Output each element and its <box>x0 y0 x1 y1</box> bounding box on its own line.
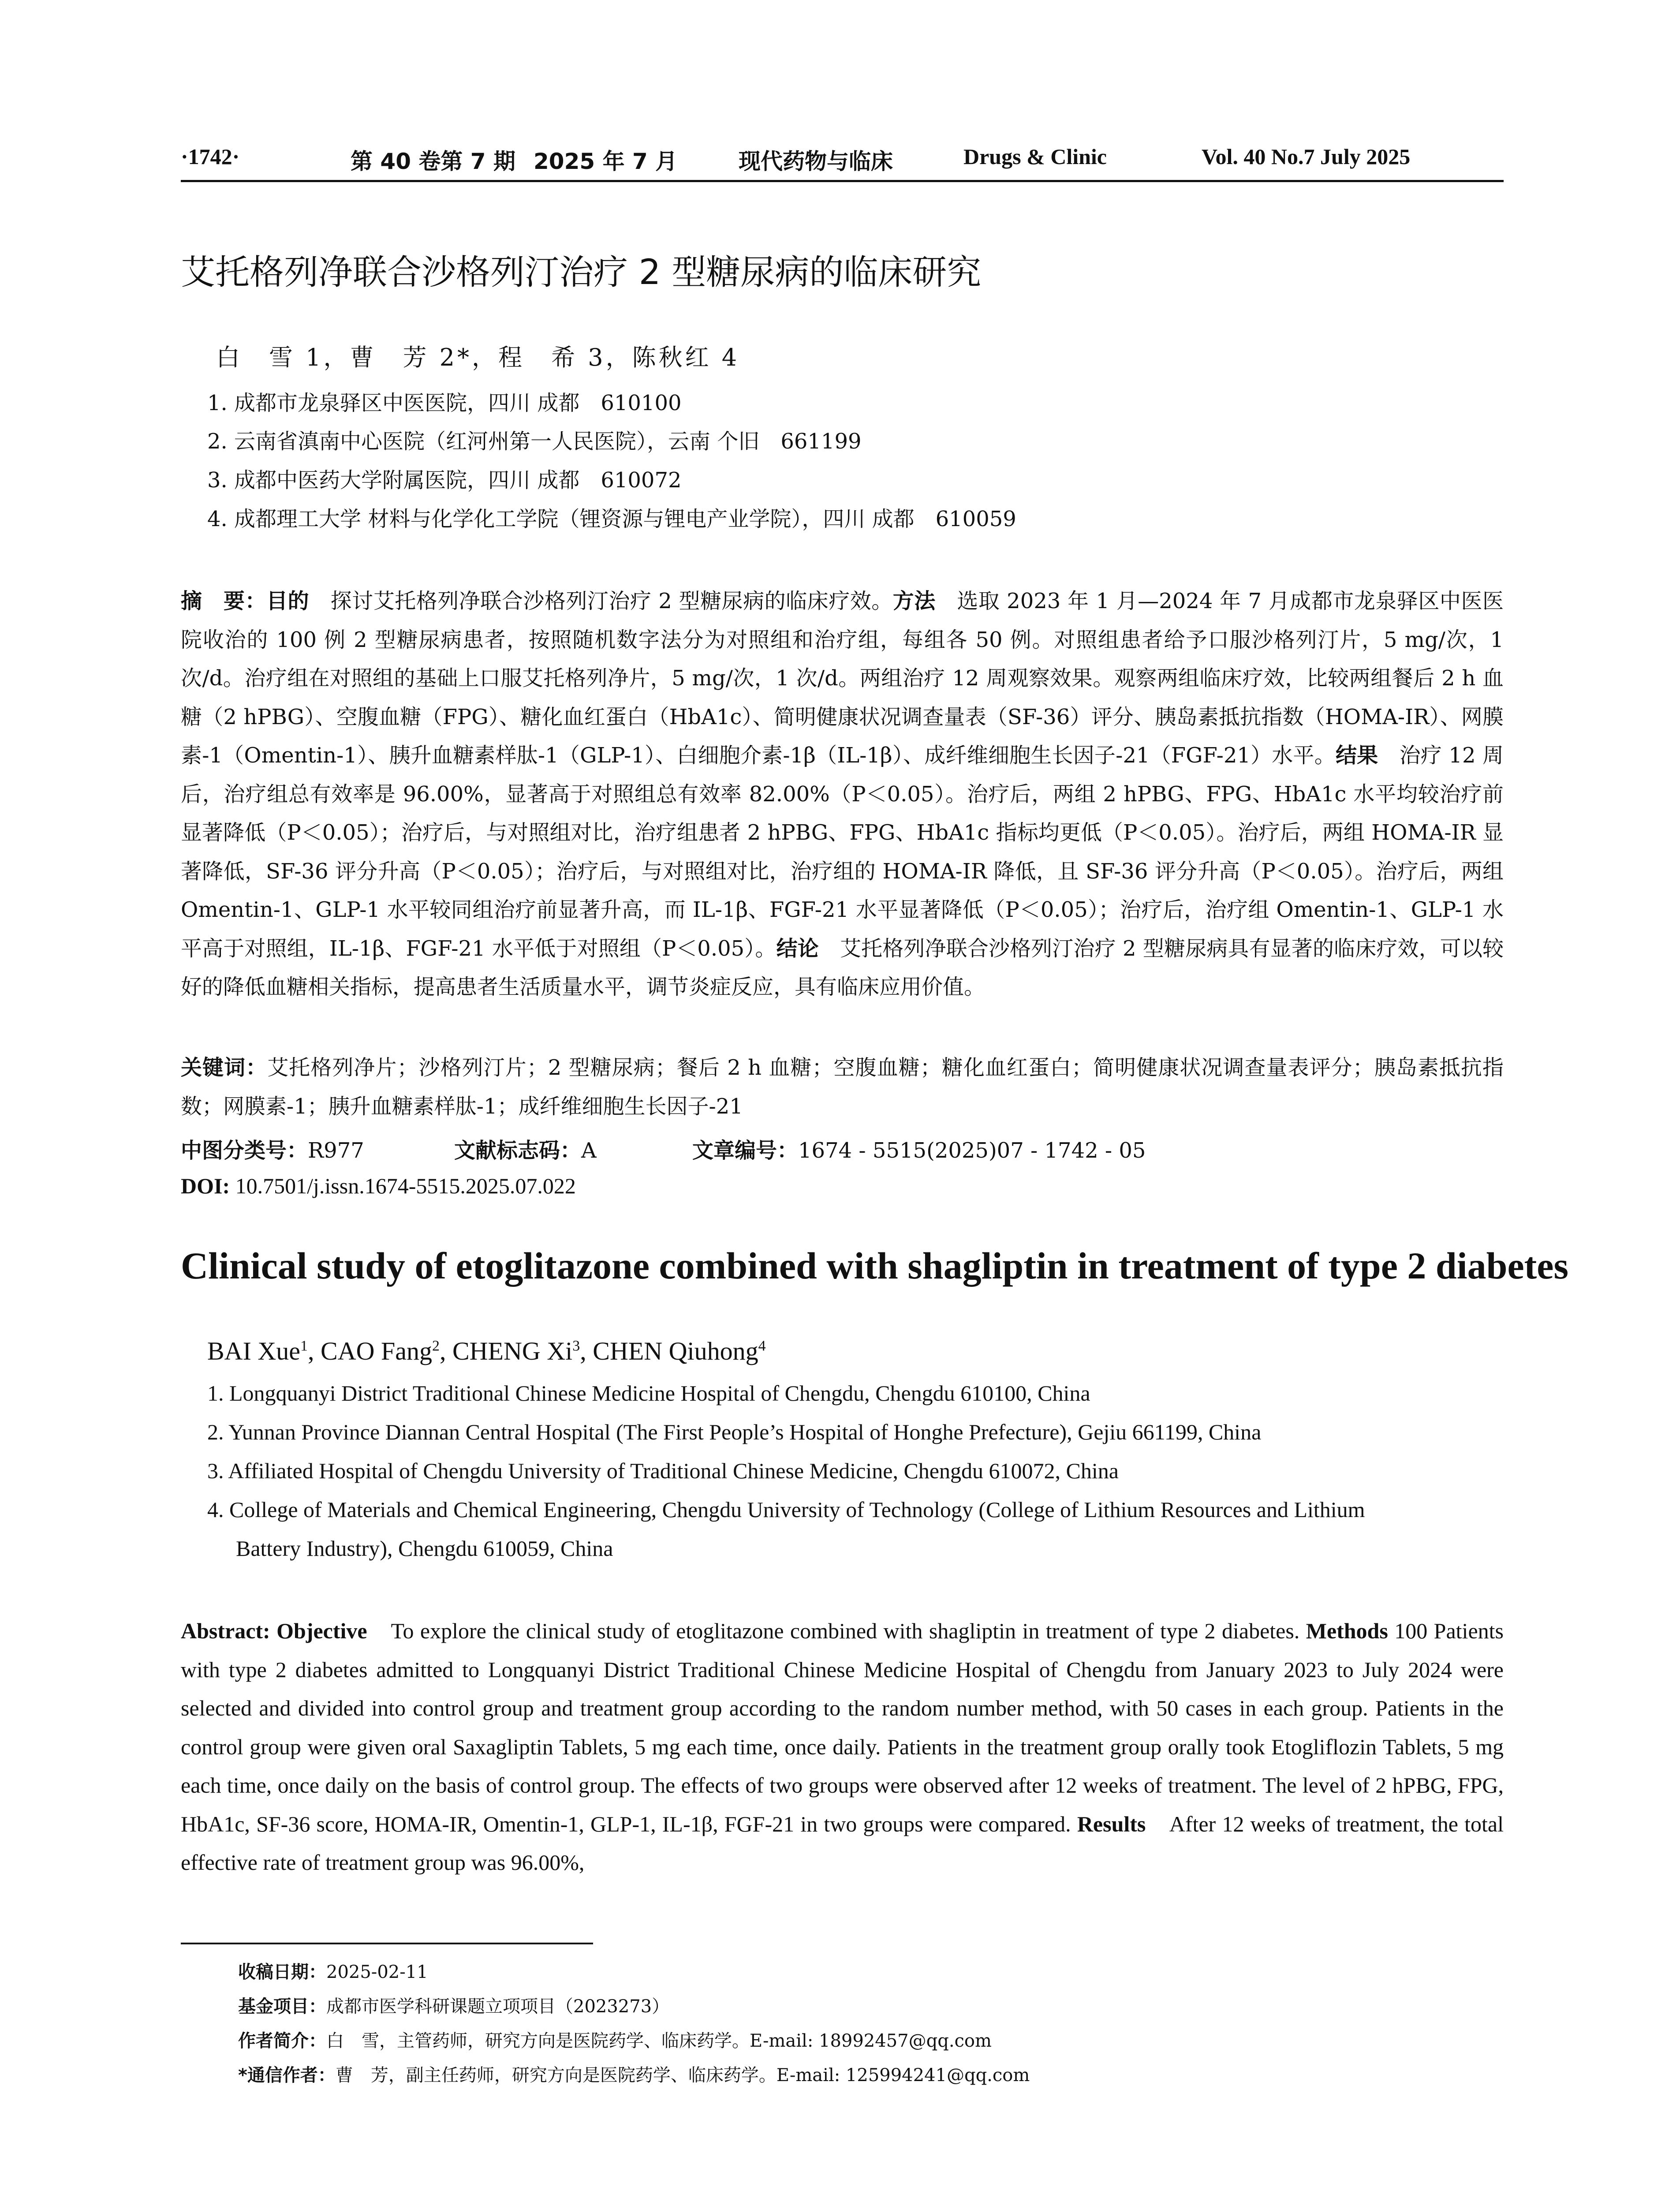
doi-label: DOI: <box>181 1174 230 1198</box>
document-code-line <box>454 1133 597 1164</box>
author-sep: , <box>580 1337 593 1365</box>
abstract-en <box>181 1612 1504 1882</box>
author-sep: , <box>308 1337 321 1365</box>
objective-label-cn: 目的 <box>266 589 310 613</box>
article-title-cn: 艾托格列净联合沙格列汀治疗 2 型糖尿病的临床研究 <box>181 253 982 292</box>
footnote-rule <box>181 1943 593 1944</box>
authors-cn: 白 雪 1，曹 芳 2*，程 希 3，陈秋红 4 <box>216 344 740 371</box>
results-en: After 12 weeks of treatment, the total effective rate of treatment group was 96.00%, <box>181 1811 1504 1875</box>
affiliation-cn-3: 3. 成都中医药大学附属医院，四川 成都 610072 <box>207 468 682 493</box>
methods-en: 100 Patients with type 2 diabetes admitted to Longquanyi District Traditional Chinese Medicine Hospital of Chengdu from January 2023 to July 2024 were selected and divided into control group and treatment group according to the random number method, with 50 cases in each group. Patients in the control group were given oral Saxagliptin Tablets, 5 mg each time, once daily. Patients in the treatment group orally took Etogliflozin Tablets, 5 mg each time, once daily on the basis of control group. The effects of two groups were observed after 12 weeks of treatment. The level of 2 hPBG, FPG, HbA1c, SF-36 score, HOMA-IR, Omentin-1, GLP-1, IL-1β, FGF-21 in two groups were compared. <box>181 1618 1504 1836</box>
footnote-label: *通信作者： <box>238 2065 336 2085</box>
journal-name-en: Drugs & Clinic <box>963 144 1107 169</box>
conclusion-label-cn: 结论 <box>776 936 819 961</box>
author-en-1-sup: 1 <box>300 1338 308 1354</box>
affiliation-cn-4: 4. 成都理工大学 材料与化学化工学院（锂资源与锂电产业学院），四川 成都 610059 <box>207 507 1016 531</box>
footnote-fund <box>238 1992 669 2018</box>
volume-cn: 第 40 卷第 7 期 <box>351 149 515 174</box>
affiliation-cn-1: 1. 成都市龙泉驿区中医医院，四川 成都 610100 <box>207 391 682 415</box>
clc-value: R977 <box>308 1138 364 1163</box>
affiliation-en-2: 2. Yunnan Province Diannan Central Hospital (The First People’s Hospital of Honghe Prefecture), Gejiu 661199, China <box>207 1420 1262 1444</box>
methods-label-cn: 方法 <box>892 589 936 613</box>
date-cn: 2025 年 7 月 <box>534 149 678 174</box>
footnote-label: 作者简介： <box>238 2031 326 2051</box>
keywords-cn <box>181 1049 1504 1126</box>
footnote-text: 白 雪，主管药师，研究方向是医院药学、临床药学。E-mail: 18992457@qq.com <box>326 2031 992 2051</box>
volume-en: Vol. 40 No.7 July 2025 <box>1202 144 1411 169</box>
author-sep: , <box>439 1337 452 1365</box>
article-number-label: 文章编号： <box>692 1138 799 1163</box>
author-en-2: CAO Fang <box>321 1337 432 1365</box>
authors-en <box>207 1336 766 1366</box>
article-number-value: 1674 - 5515(2025)07 - 1742 - 05 <box>798 1138 1146 1163</box>
affiliation-cn-2: 2. 云南省滇南中心医院（红河州第一人民医院），云南 个旧 661199 <box>207 429 862 454</box>
affiliation-en-4: 4. College of Materials and Chemical Engineering, Chengdu University of Technology (College of Lithium Resources and Lithium <box>207 1497 1365 1522</box>
author-en-2-sup: 2 <box>432 1338 440 1354</box>
abstract-cn-label: 摘 要： <box>181 589 267 613</box>
doi-value: 10.7501/j.issn.1674-5515.2025.07.022 <box>230 1174 576 1198</box>
author-en-3-sup: 3 <box>572 1338 580 1354</box>
footnote-text: 2025-02-11 <box>326 1962 428 1982</box>
methods-label-en: Methods <box>1306 1618 1388 1643</box>
running-header <box>181 140 1504 182</box>
footnote-label: 基金项目： <box>238 1996 326 2017</box>
doi-line <box>181 1173 576 1199</box>
author-en-4: CHEN Qiuhong <box>593 1337 758 1365</box>
clc-label: 中图分类号： <box>181 1138 308 1163</box>
affiliation-en-1: 1. Longquanyi District Traditional Chinese Medicine Hospital of Chengdu, Chengdu 610100, China <box>207 1381 1090 1405</box>
footnote-text: 成都市医学科研课题立项项目（2023273） <box>326 1996 670 2017</box>
author-en-1: BAI Xue <box>207 1337 301 1365</box>
objective-en: To explore the clinical study of etoglitazone combined with shagliptin in treatment of type 2 diabetes. <box>367 1618 1306 1643</box>
results-label-en: Results <box>1077 1811 1146 1836</box>
abstract-en-label: Abstract: Objective <box>181 1618 367 1643</box>
affiliation-en-3: 3. Affiliated Hospital of Chengdu University of Traditional Chinese Medicine, Chengdu 610072, China <box>207 1458 1119 1483</box>
document-code-value: A <box>581 1138 597 1163</box>
article-title-en: Clinical study of etoglitazone combined with shagliptin in treatment of type 2 diabetes <box>181 1245 1568 1287</box>
document-code-label: 文献标志码： <box>454 1138 582 1163</box>
objective-cn: 探讨艾托格列净联合沙格列汀治疗 2 型糖尿病的临床疗效。 <box>309 589 893 613</box>
journal-name-cn: 现代药物与临床 <box>739 148 893 174</box>
author-en-3: CHENG Xi <box>452 1337 573 1365</box>
conclusion-cn: 艾托格列净联合沙格列汀治疗 2 型糖尿病具有显著的临床疗效，可以较好的降低血糖相关指标，提高患者生活质量水平，调节炎症反应，具有临床应用价值。 <box>181 936 1504 999</box>
abstract-cn <box>181 582 1504 1007</box>
page-number: ·1742· <box>181 144 240 169</box>
results-cn: 治疗 12 周后，治疗组总有效率是 96.00%，显著高于对照组总有效率 82.00%（P＜0.05）。治疗后，两组 2 hPBG、FPG、HbA1c 水平均较治疗前显著降低（P＜0.05）；治疗后，与对照组对比，治疗组患者 2 hPBG、FPG、HbA1c 指标均更低（P＜0.05）。治疗后，两组 HOMA-IR 显著降低，SF-36 评分升高（P＜0.05）；治疗后，与对照组对比，治疗组的 HOMA-IR 降低，且 SF-36 评分升高（P＜0.05）。治疗后，两组 Omentin-1、GLP-1 水平较同组治疗前显著升高，而 IL-1β、FGF-21 水平显著降低（P＜0.05）；治疗后，治疗组 Omentin-1、GLP-1 水平高于对照组，IL-1β、FGF-21 水平低于对照组（P＜0.05）。 <box>181 743 1504 961</box>
footnote-corresponding <box>238 2061 1030 2086</box>
footnote-text: 曹 芳，副主任药师，研究方向是医院药学、临床药学。E-mail: 125994241@qq.com <box>335 2065 1030 2085</box>
keywords-text-cn: 艾托格列净片；沙格列汀片；2 型糖尿病；餐后 2 h 血糖；空腹血糖；糖化血红蛋白；简明健康状况调查量表评分；胰岛素抵抗指数；网膜素-1；胰升血糖素样肽-1；成纤维细胞生长因子-21 <box>181 1055 1504 1119</box>
methods-cn: 选取 2023 年 1 月—2024 年 7 月成都市龙泉驿区中医医院收治的 100 例 2 型糖尿病患者，按照随机数字法分为对照组和治疗组，每组各 50 例。对照组患者给予口服沙格列汀片，5 mg/次，1 次/d。治疗组在对照组的基础上口服艾托格列净片，5 mg/次，1 次/d。两组治疗 12 周观察效果。观察两组临床疗效，比较两组餐后 2 h 血糖（2 hPBG）、空腹血糖（FPG）、糖化血红蛋白（HbA1c）、简明健康状况调查量表（SF-36）评分、胰岛素抵抗指数（HOMA-IR）、网膜素-1（Omentin-1）、胰升血糖素样肽-1（GLP-1）、白细胞介素-1β（IL-1β）、成纤维细胞生长因子-21（FGF-21）水平。 <box>181 589 1504 768</box>
classification-line <box>181 1133 364 1164</box>
footnote-received <box>238 1958 428 1983</box>
author-en-4-sup: 4 <box>758 1338 766 1354</box>
footnote-author-bio <box>238 2027 992 2052</box>
article-number-line <box>692 1133 1146 1164</box>
keywords-label-cn: 关键词： <box>181 1055 268 1080</box>
footnote-label: 收稿日期： <box>238 1962 326 1982</box>
affiliation-en-4-cont: Battery Industry), Chengdu 610059, China <box>236 1536 613 1561</box>
results-label-cn: 结果 <box>1335 743 1378 768</box>
